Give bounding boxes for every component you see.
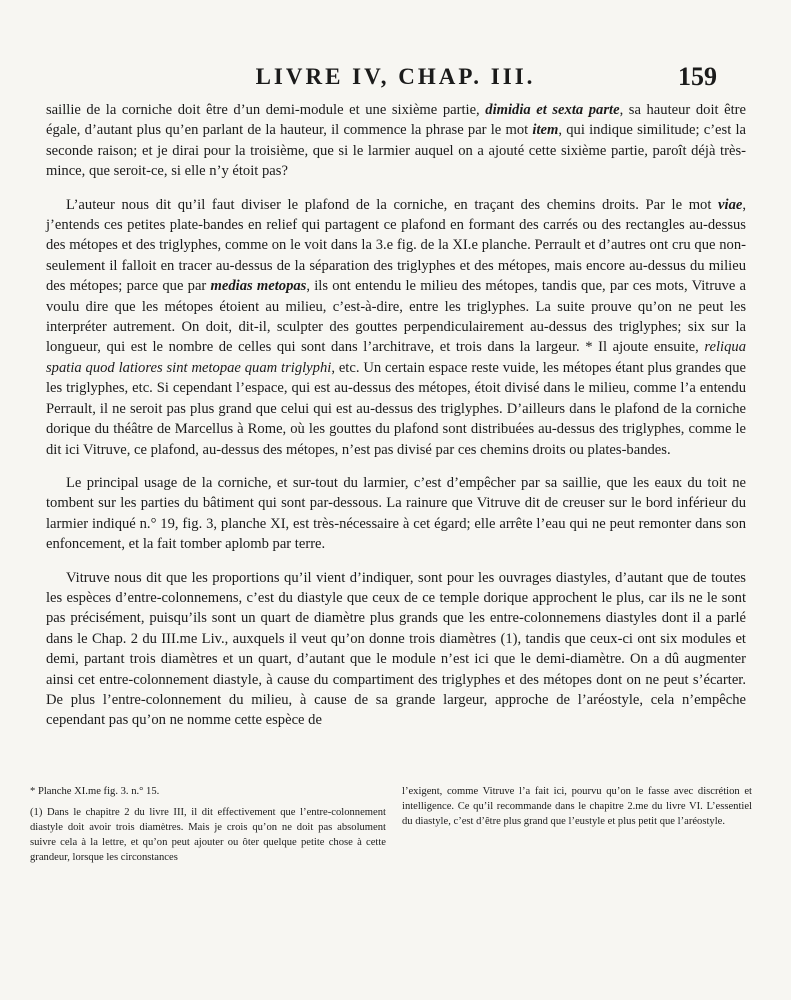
- footnote-planche-ref: * Planche XI.me fig. 3. n.° 15.: [30, 786, 160, 797]
- footnotes-right-column: [402, 784, 752, 835]
- p1-text-a: saillie de la corniche doit être d’un demi-module et une sixième partie,: [46, 102, 486, 118]
- p1-latin-item: item: [532, 122, 559, 139]
- footnotes-left-column: [30, 784, 386, 871]
- p2-latin-reliqua: reliqua spatia quod latiores sint metopae quam triglyphi: [46, 339, 746, 376]
- p1-text-e: , qui indique similitude; c’est la seconde raison; et je dirai pour la troisième, que si le larmier auquel on a ajouté cette sixième partie, paroît déjà très-mince, que seroit-ce, si elle n’y étoit pas?: [46, 122, 747, 180]
- p2-text-e: , ils ont entendu le milieu des métopes, tandis que, par ces mots, Vitruve a voulu dire que les métopes étoient au milieu, c’est-à-dire, entre les triglyphes. La suite prouve qu’on ne peut les interpréter autrement. On doit, dit-il, sculpter des gouttes perpendiculairement au-dessus des triglyphes; six sur la longueur, qui est le nombre de celles qui sont dans l’architrave, et trois dans la largeur. * Il ajoute ensuite,: [46, 278, 746, 356]
- paragraph-1: [46, 100, 746, 182]
- p2-text-c: , j’entends ces petites plate-bandes en relief qui partagent ce plafond en formant des carrés ou des rectangles au-dessus des métopes et des triglyphes, comme on le voit dans la 3.e fig. de la XI.e planche. Perrault et d’autres ont cru que non-seulement il falloit en tracer au-dessus de la séparation des triglyphes et des métopes, mais encore au-dessus du milieu des métopes; parce que par: [46, 196, 746, 295]
- p2-latin-medias-metopas: medias metopas: [210, 278, 307, 295]
- p2-text-a: L’auteur nous dit qu’il faut diviser le plafond de la corniche, en traçant des chemins droits. Par le mot: [66, 196, 719, 213]
- paragraph-3: Le principal usage de la corniche, et sur-tout du larmier, c’est d’empêcher par sa saillie, que les eaux du toit ne tombent sur les parties du bâtiment qui sont par-dessous. La rainure que Vitruve dit de creuser sur le bord inférieur du larmier indiqué n.° 19, fig. 3, planche XI, est très-nécessaire à cet égard; elle arrête l’eau qui ne peut remonter dans son enfoncement, et la fait tomber aplomb par terre.: [46, 474, 746, 553]
- running-head: LIVRE IV, CHAP. III.: [255, 64, 536, 89]
- page-header: [0, 64, 791, 100]
- main-text: [46, 100, 746, 744]
- footnote-1-continued: l’exigent, comme Vitruve l’a fait ici, pourvu qu’on le fasse avec discrétion et intelligence. Ce qu’il recommande dans le chapitre 2.me du livre VI. L’essentiel du diastyle, c’est d’être plus grand que l’eustyle et plus petit que l’aréostyle.: [402, 786, 752, 827]
- paragraph-2: [46, 195, 746, 460]
- page-number: 159: [678, 62, 717, 91]
- paragraph-4: Vitruve nous dit que les proportions qu’il vient d’indiquer, sont pour les ouvrages diastyles, d’autant que de toutes les espèces d’entre-colonnemens, c’est du diastyle que ceux de ce temple dorique approchent le plus, car ils ne le sont pas précisément, puisqu’ils sont un quart de diamètre plus grands que les entre-colonnemens diastyles dont il a parlé dans le Chap. 2 du III.me Liv., auxquels il veut qu’on donne trois diamètres (1), tandis que ceux-ci ont six modules et demi, partant trois diamètres et un quart, d’autant que le module n’est ici que le demi-diamètre. On a dû augmenter ainsi cet entre-colonnement diastyle, à cause du compartiment des triglyphes et des métopes dont on ne peut s’écarter. De plus l’entre-colonnement du milieu, à cause de sa grande largeur, approche de l’aréostyle, cela n’empêche cependant pas qu’on ne nomme cette espèce de: [46, 569, 746, 729]
- p2-text-g: , etc. Un certain espace reste vuide, les métopes étant plus grandes que les triglyphes, etc. Si cependant l’espace, qui est au-dessus des métopes, étoit divisé dans le milieu, comme l’a entendu Perrault, il ne seroit pas plus grand que celui qui est au-dessus des triglyphes. D’ailleurs dans le plafond de la corniche dorique du théâtre de Marcellus à Rome, où les gouttes du plafond sont distribuées au-dessus des triglyphes, comme le dit ici Vitruve, ce plafond, au-dessus des métopes, n’est pas divisé par ces chemins droits ou plates-bandes.: [46, 359, 746, 458]
- p1-text-c: , sa hauteur doit être égale, d’autant plus qu’en parlant de la hauteur, il commence la phrase par le mot: [46, 102, 746, 139]
- footnote-1: (1) Dans le chapitre 2 du livre III, il dit effectivement que l’entre-colonnement diastyle doit avoir trois diamètres. Mais je crois qu’on ne doit pas absolument suivre cela à la lettre, et qu’on peut ajouter ou ôter quelque petite chose à cette grandeur, lorsque les circonstances: [30, 807, 386, 863]
- p2-latin-viae: viae: [718, 196, 743, 213]
- p1-latin-dimidia: dimidia et sexta parte: [485, 102, 620, 118]
